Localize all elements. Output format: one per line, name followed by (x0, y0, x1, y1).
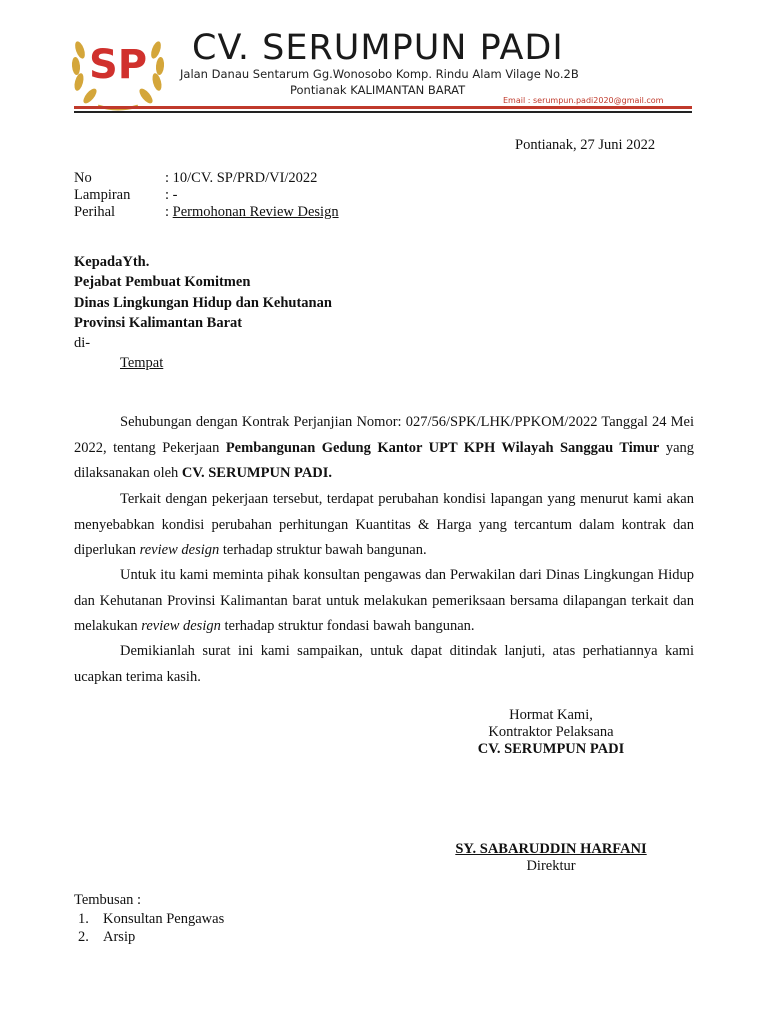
meta-value-lampiran: : - (165, 187, 178, 203)
cc-item-1: Konsultan Pengawas (103, 911, 225, 927)
address-line-1: Jalan Danau Sentarum Gg.Wonosobo Komp. Rindu Alam Vilage No.2B (180, 67, 579, 81)
logo-text: SP (88, 42, 148, 88)
company-name: CV. SERUMPUN PADI (192, 28, 564, 68)
p2-text-a: Terkait dengan pekerjaan tersebut, terdapat perubahan kondisi lapangan yang menurut kami akan menyebabkan kondisi perubahan perhitungan Kuantitas & Harga yang tercantum dalam kontrak dan diperlukan (74, 491, 694, 558)
paragraph-1 (74, 410, 694, 487)
p1-project-name: Pembangunan Gedung Kantor UPT KPH Wilayah Sanggau Timur (225, 439, 660, 456)
p1-text-a: Sehubungan dengan Kontrak Perjanjian Nomor: 027/56/SPK/LHK/PPKOM/2022 Tanggal 24 Mei 2022, tentang Pekerjaan (74, 414, 694, 456)
meta-label-lampiran: Lampiran (74, 187, 131, 203)
paragraph-3 (74, 563, 694, 640)
p1-company: CV. SERUMPUN PADI. (181, 465, 333, 481)
meta-label-no: No (74, 170, 92, 186)
recipient-greeting: KepadaYth. (74, 254, 150, 270)
recipient-line-3: Provinsi Kalimantan Barat (74, 315, 243, 331)
company-email: Email : serumpun.padi2020@gmail.com (503, 96, 664, 105)
address-line-2: Pontianak KALIMANTAN BARAT (290, 83, 466, 97)
recipient-line-1: Pejabat Pembuat Komitmen (74, 274, 251, 290)
p3-text-a: Untuk itu kami meminta pihak konsultan pengawas dan Perwakilan dari Dinas Lingkungan Hidup dan Kehutanan Provinsi Kalimantan barat untuk melakukan pemeriksaan bersama dilapangan terkait dan melakukan (74, 567, 694, 634)
cc-number-1: 1. (78, 911, 89, 927)
meta-perihal-subject: Permohonan Review Design (172, 204, 339, 220)
closing-regards: Hormat Kami, (509, 707, 593, 723)
signer-name: SY. SABARUDDIN HARFANI (455, 841, 647, 857)
recipient-place: Tempat (120, 355, 164, 371)
recipient-place-wrap (120, 354, 163, 372)
signer-title: Direktur (526, 858, 576, 874)
cc-number-2: 2. (78, 929, 89, 945)
meta-value-no: : 10/CV. SP/PRD/VI/2022 (165, 170, 318, 186)
header-rule-black (74, 111, 692, 113)
closing-role: Kontraktor Pelaksana (488, 724, 614, 740)
closing-company: CV. SERUMPUN PADI (477, 741, 625, 757)
recipient-di: di- (74, 335, 91, 351)
paragraph-2 (74, 487, 694, 564)
paragraph-4: Demikianlah surat ini kami sampaikan, untuk dapat ditindak lanjuti, atas perhatiannya kami ucapkan terima kasih. (74, 643, 694, 685)
letter-date: Pontianak, 27 Juni 2022 (515, 137, 656, 153)
p3-text-b: terhadap struktur fondasi bawah bangunan. (220, 618, 475, 634)
meta-value-perihal (165, 203, 339, 221)
signer-wrap (441, 840, 661, 858)
recipient-line-2: Dinas Lingkungan Hidup dan Kehutanan (74, 295, 332, 311)
company-logo (68, 20, 168, 112)
meta-label-perihal: Perihal (74, 204, 116, 220)
meta-perihal-prefix: : (165, 204, 173, 220)
p2-text-b: terhadap struktur bawah bangunan. (219, 542, 427, 558)
p3-italic: review design (141, 618, 221, 634)
p1-text-b: yang dilaksanakan oleh (74, 439, 695, 481)
header-rule-red (74, 106, 692, 109)
p2-italic: review design (139, 542, 220, 558)
cc-heading: Tembusan : (74, 892, 142, 908)
cc-item-2: Arsip (103, 929, 136, 945)
